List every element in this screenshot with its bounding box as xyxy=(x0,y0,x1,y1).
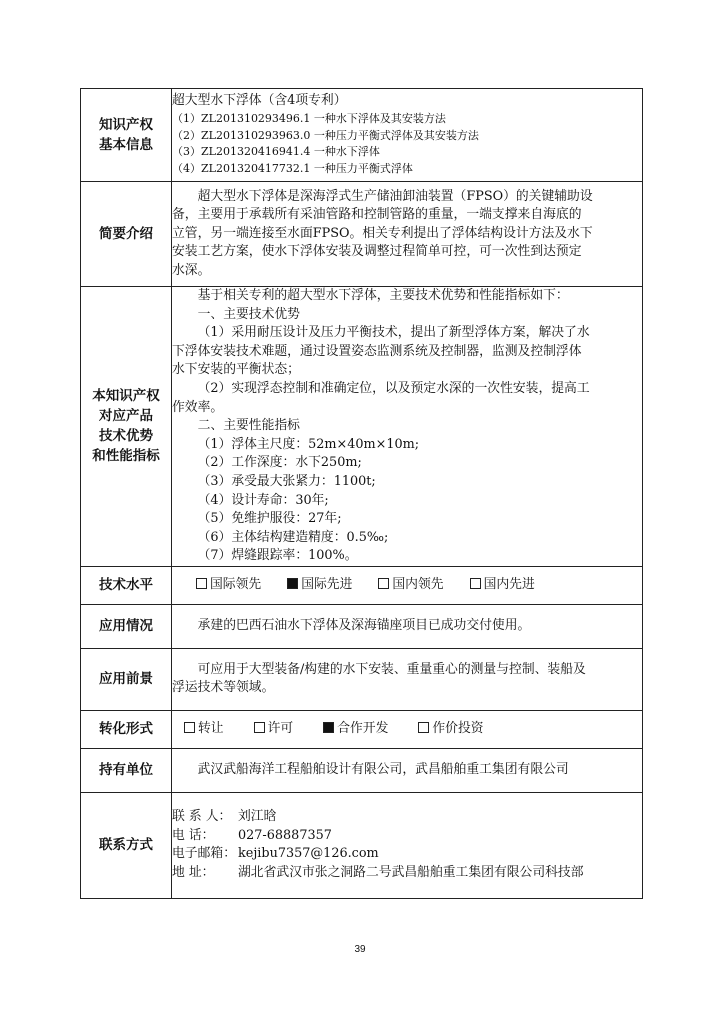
section-heading: 一、主要技术优势 xyxy=(197,306,300,322)
label-line: 技术优势 xyxy=(99,428,153,445)
value-contact xyxy=(172,792,643,898)
label-line: 本知识产权 xyxy=(92,388,160,405)
advantage-line: 下浮体安装技术难题，通过设置姿态监测系统及控制器，监测及控制浮体 xyxy=(172,343,582,359)
transfer-option[interactable] xyxy=(254,720,294,739)
advantage-line: （1）采用耐压设计及压力平衡技术，提出了新型浮体方案，解决了水 xyxy=(197,325,590,341)
contact-email: kejibu7357@126.com xyxy=(238,846,379,862)
value-prospect xyxy=(172,648,643,710)
checkbox-icon[interactable] xyxy=(254,722,265,733)
value-advantages xyxy=(172,287,643,567)
label-line: 知识产权 xyxy=(99,117,153,133)
label-intro: 简要介绍 xyxy=(81,182,172,287)
tech-level-options xyxy=(172,576,642,595)
row-application xyxy=(81,604,643,648)
contact-phone: 027-68887357 xyxy=(238,827,332,843)
option-label: 国际先进 xyxy=(301,577,353,593)
value-ip-info xyxy=(172,89,643,182)
row-ip-info xyxy=(81,89,643,182)
application-text: 承建的巴西石油水下浮体及深海锚座项目已成功交付使用。 xyxy=(197,618,531,634)
option-label: 转让 xyxy=(198,721,224,737)
intro-line: 安装工艺方案，使水下浮体安装及调整过程简单可控，可一次性到达预定 xyxy=(172,244,582,260)
contact-phone-row xyxy=(172,827,642,846)
contact-key: 地 址： xyxy=(172,865,215,880)
option-label: 国际领先 xyxy=(210,577,262,593)
option-label: 国内先进 xyxy=(483,577,535,593)
tech-level-option[interactable] xyxy=(196,576,261,595)
spec-item: （6）主体结构建造精度：0.5‰; xyxy=(197,529,389,545)
spec-item: （7）焊缝跟踪率：100%。 xyxy=(197,548,358,564)
row-transfer xyxy=(81,710,643,748)
label-ip-info xyxy=(81,89,172,182)
contact-person-row xyxy=(172,808,642,827)
intro-line: 超大型水下浮体是深海浮式生产储油卸油装置（FPSO）的关键辅助设 xyxy=(197,188,593,204)
tech-level-option[interactable] xyxy=(287,576,352,595)
row-holder xyxy=(81,748,643,792)
holder-text: 武汉武船海洋工程船舶设计有限公司，武昌船舶重工集团有限公司 xyxy=(197,762,569,778)
patent-group-title: 超大型水下浮体（含4项专利） xyxy=(172,93,347,109)
spec-item: （5）免维护服役：27年; xyxy=(197,511,342,527)
advantage-line: 水下安装的平衡状态； xyxy=(172,362,300,378)
contact-key: 电子邮箱： xyxy=(172,846,236,862)
row-intro xyxy=(81,182,643,287)
checkbox-icon[interactable] xyxy=(418,722,429,733)
intro-line: 备，主要用于承载所有采油管路和控制管路的重量，一端支撑来自海底的 xyxy=(172,207,582,223)
patent-item: （4）ZL201320417732.1 一种压力平衡式浮体 xyxy=(172,162,413,176)
checkbox-checked-icon[interactable] xyxy=(323,722,334,733)
value-transfer xyxy=(172,710,643,748)
option-label: 许可 xyxy=(267,721,294,737)
label-line: 基本信息 xyxy=(99,137,153,153)
label-contact: 联系方式 xyxy=(81,792,172,898)
value-application xyxy=(172,604,643,648)
option-label: 合作开发 xyxy=(337,721,389,737)
label-prospect: 应用前景 xyxy=(81,648,172,710)
form-sheet xyxy=(80,88,640,899)
contact-email-row xyxy=(172,845,642,864)
advantage-line: 作效率。 xyxy=(172,399,224,415)
checkbox-icon[interactable] xyxy=(470,578,481,589)
checkbox-icon[interactable] xyxy=(184,722,195,733)
advantage-line: （2）实现浮态控制和准确定位，以及预定水深的一次性安装，提高工 xyxy=(197,380,590,396)
contact-address-row xyxy=(172,864,642,883)
row-prospect xyxy=(81,648,643,710)
spec-item: （4）设计寿命：30年; xyxy=(197,492,329,508)
spec-item: （3）承受最大张紧力：1100t; xyxy=(197,473,376,489)
info-table xyxy=(80,88,643,899)
row-advantages xyxy=(81,287,643,567)
tech-level-option[interactable] xyxy=(470,576,535,595)
option-label: 国内领先 xyxy=(392,577,444,593)
transfer-option[interactable] xyxy=(418,720,483,739)
intro-line: 水深。 xyxy=(172,262,211,278)
advantages-intro: 基于相关专利的超大型水下浮体，主要技术优势和性能指标如下： xyxy=(197,288,569,303)
row-tech-level xyxy=(81,566,643,604)
intro-line: 立管，另一端连接至水面FPSO。相关专利提出了浮体结构设计方法及水下 xyxy=(172,225,593,241)
contact-person: 刘江晗 xyxy=(238,809,277,825)
contact-key: 电 话： xyxy=(172,827,215,843)
prospect-line: 浮运技术等领域。 xyxy=(172,680,275,696)
transfer-option[interactable] xyxy=(184,720,224,739)
label-line: 对应产品 xyxy=(99,408,153,425)
contact-address: 湖北省武汉市张之洞路二号武昌船舶重工集团有限公司科技部 xyxy=(238,865,584,880)
patent-item: （1）ZL201310293496.1 一种水下浮体及其安装方法 xyxy=(172,111,446,125)
checkbox-checked-icon[interactable] xyxy=(287,578,298,589)
checkbox-icon[interactable] xyxy=(196,578,207,589)
contact-key: 联 系 人： xyxy=(172,809,232,825)
value-holder xyxy=(172,748,643,792)
tech-level-option[interactable] xyxy=(378,576,443,595)
label-holder: 持有单位 xyxy=(81,748,172,792)
row-contact xyxy=(81,792,643,898)
patent-item: （2）ZL201310293963.0 一种压力平衡式浮体及其安装方法 xyxy=(172,128,479,142)
spec-item: （1）浮体主尺度：52m×40m×10m; xyxy=(197,436,420,452)
section-heading: 二、主要性能指标 xyxy=(197,418,300,434)
prospect-line: 可应用于大型装备/构建的水下安装、重量重心的测量与控制、装船及 xyxy=(197,661,586,677)
label-application: 应用情况 xyxy=(81,604,172,648)
page-number: 39 xyxy=(354,944,366,955)
label-transfer: 转化形式 xyxy=(81,710,172,748)
label-line: 和性能指标 xyxy=(92,448,160,465)
patent-item: （3）ZL201320416941.4 一种水下浮体 xyxy=(172,145,380,159)
transfer-options xyxy=(172,720,642,739)
value-tech-level xyxy=(172,566,643,604)
checkbox-icon[interactable] xyxy=(378,578,389,589)
spec-item: （2）工作深度：水下250m; xyxy=(197,455,362,471)
value-intro xyxy=(172,182,643,287)
label-tech-level: 技术水平 xyxy=(81,566,172,604)
option-label: 作价投资 xyxy=(432,721,484,737)
transfer-option[interactable] xyxy=(323,720,388,739)
label-advantages xyxy=(81,287,172,567)
